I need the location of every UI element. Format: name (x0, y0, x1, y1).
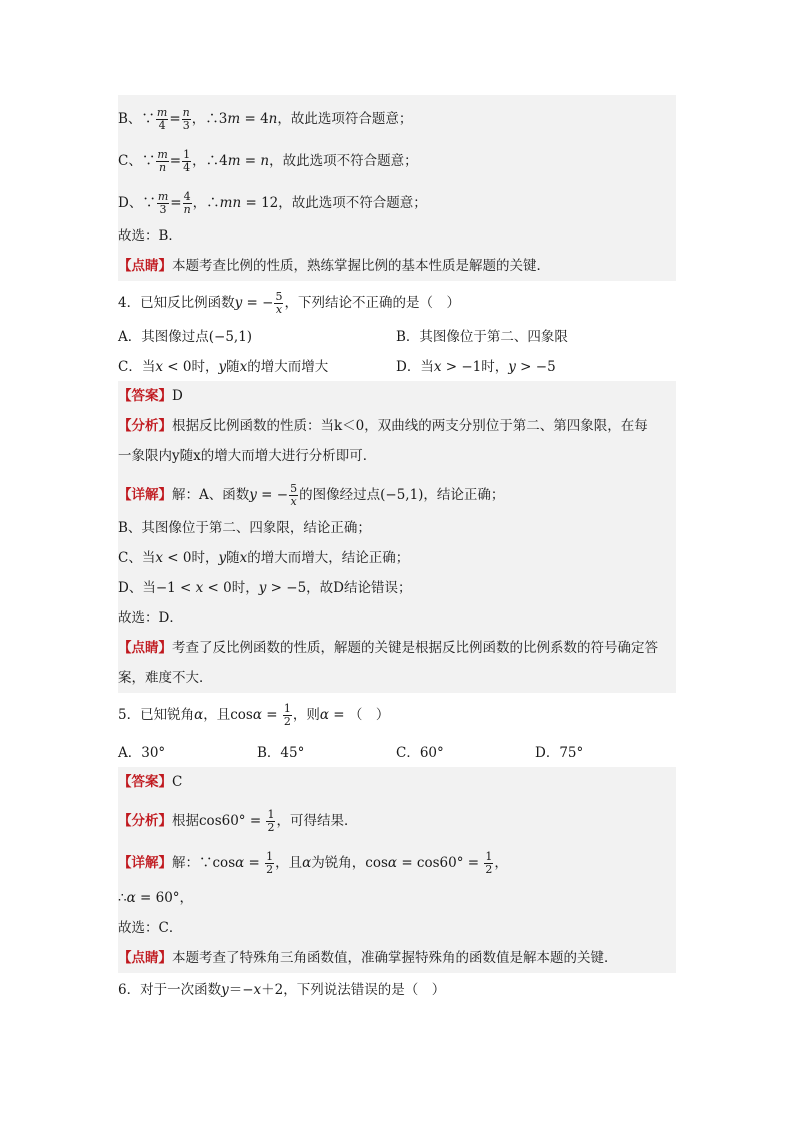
fenxi-5: 【分析】根据cos60° = $\frac{1}{2}$ ，可得结果． (118, 797, 676, 839)
fraction: $\frac{1}{2}$ (485, 850, 493, 876)
fraction: $\frac{4}{n}$ (183, 190, 191, 216)
document-page (118, 95, 676, 1009)
question-5-stem: 5．已知锐角α，且cosα = $\frac{1}{2}$ ，则α = （ ） (118, 702, 390, 728)
fraction: $\frac{m}{4}$ (156, 106, 168, 132)
dianjing-4-line1: 【点睛】考查了反比例函数的性质，解题的关键是根据反比例函数的比例系数的符号确定答 (118, 633, 676, 663)
option-d: D．当x > −1时，y > −5 (396, 359, 556, 375)
fraction: $\frac{m}{n}$ (157, 148, 168, 174)
dianjing-3: 【点睛】本题考查比例的性质，熟练掌握比例的基本性质是解题的关键． (118, 251, 676, 281)
xiangjie-4-c: C、当x < 0时，y随x的增大而增大，结论正确； (118, 543, 676, 573)
option-a: A．30° (118, 745, 166, 761)
option-b: B．其图像位于第二、四象限 (396, 329, 568, 345)
xiangjie-4-a: 【详解】解：A、函数y = − $\frac{5}{x}$ 的图像经过点(−5,1)，结论正确； (118, 471, 676, 513)
answer-4: 【答案】D (118, 381, 676, 411)
solution-line-d: D、∵ $\frac{m}{3}$ = $\frac{4}{n}$ ，∴mn = 12，故此选项不符合题意； (118, 179, 676, 221)
solution-line-b: B、∵ $\frac{m}{4}$ = $\frac{n}{3}$ ，∴3m = 4n，故此选项符合题意； (118, 95, 676, 137)
answer-5: 【答案】C (118, 767, 676, 797)
fraction: $\frac{1}{2}$ (283, 702, 291, 728)
question-4-stem: 4．已知反比例函数y = − $\frac{5}{x}$ ，下列结论不正确的是（ ） (118, 290, 460, 316)
question-4-options-row2 (118, 349, 676, 379)
fraction: $\frac{1}{2}$ (266, 850, 274, 876)
xiangjie-4-d: D、当−1 < x < 0时，y > −5，故D结论错误； (118, 573, 676, 603)
question-6-stem: 6．对于一次函数y＝−x＋2，下列说法错误的是（ ） (118, 982, 446, 998)
option-c: C．当x < 0时，y随x的增大而增大 (118, 359, 329, 375)
option-d: D．75° (535, 745, 584, 761)
conclusion-b: 故选：B． (118, 221, 676, 251)
question-5-options (118, 735, 676, 765)
xiangjie-5-line2: ∴α = 60°， (118, 883, 676, 913)
option-a: A．其图像过点(−5,1) (118, 329, 253, 345)
dianjing-5: 【点睛】本题考查了特殊角三角函数值，准确掌握特殊角的函数值是解本题的关键． (118, 943, 676, 973)
conclusion-4: 故选：D． (118, 603, 676, 633)
solution-line-c: C、∵ $\frac{m}{n}$ = $\frac{1}{4}$ ，∴4m = n，故此选项不符合题意； (118, 137, 676, 179)
conclusion-5: 故选：C． (118, 913, 676, 943)
fraction: $\frac{1}{2}$ (267, 808, 275, 834)
dianjing-4-line2: 案，难度不大． (118, 663, 676, 693)
fraction: $\frac{m}{3}$ (157, 190, 169, 216)
fraction: $\frac{1}{4}$ (183, 148, 191, 174)
question-4-options-row1 (118, 319, 676, 349)
fraction: $\frac{5}{x}$ (290, 482, 298, 508)
option-b: B．45° (257, 745, 305, 761)
fenxi-4-line2: 一象限内y随x的增大而增大进行分析即可． (118, 441, 676, 471)
xiangjie-5-line1: 【详解】解：∵cosα = $\frac{1}{2}$ ，且α为锐角，cosα = cos60° = $\frac{1}{2}$ ， (118, 839, 676, 883)
fraction: $\frac{n}{3}$ (182, 106, 190, 132)
option-c: C．60° (396, 745, 444, 761)
xiangjie-4-b: B、其图像位于第二、四象限，结论正确； (118, 513, 676, 543)
fenxi-4-line1: 【分析】根据反比例函数的性质：当k＜0，双曲线的两支分别位于第二、第四象限，在每 (118, 411, 676, 441)
fraction: $\frac{5}{x}$ (275, 290, 283, 316)
